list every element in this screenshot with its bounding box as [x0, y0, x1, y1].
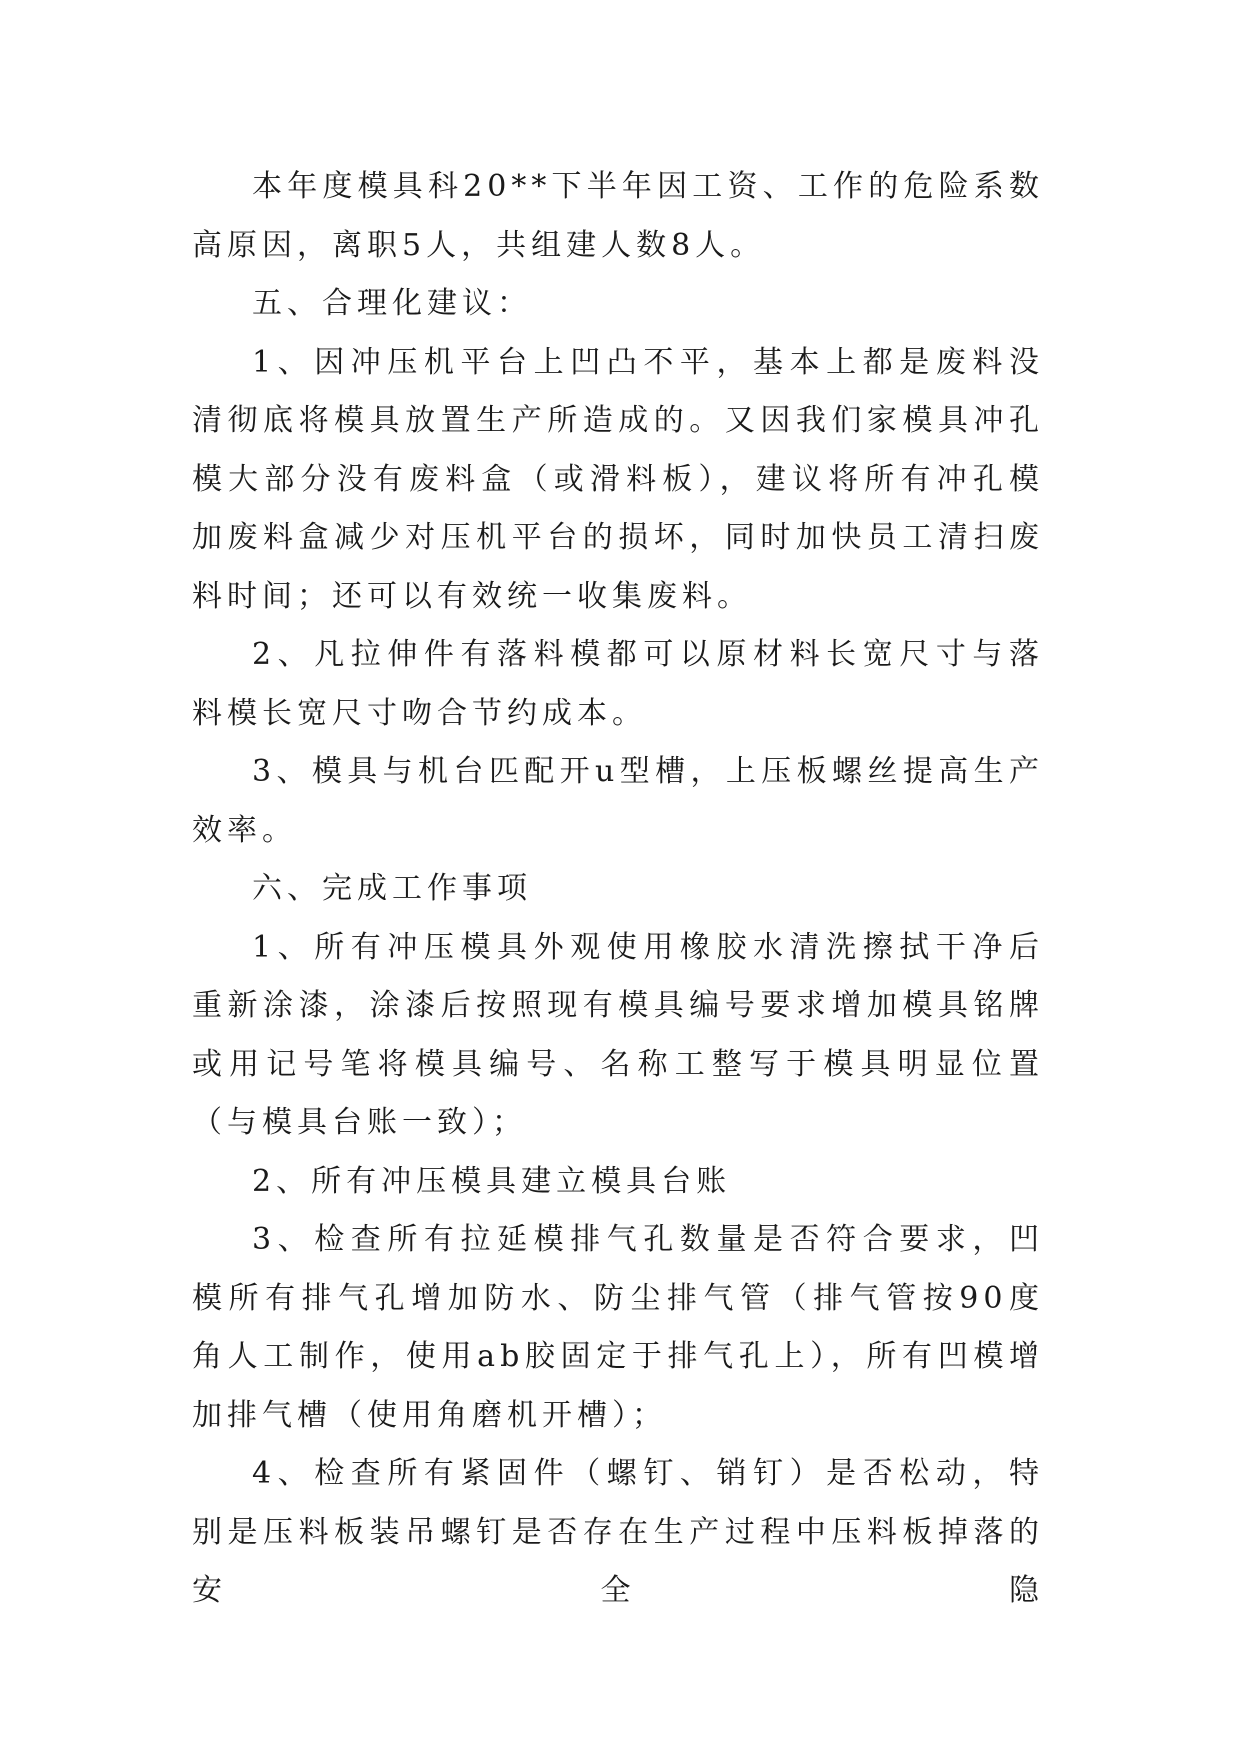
paragraph-completed-1: 1、所有冲压模具外观使用橡胶水清洗擦拭干净后重新涂漆，涂漆后按照现有模具编号要求增加模具铭牌或用记号笔将模具编号、名称工整写于模具明显位置（与模具台账一致）；: [192, 929, 1044, 1140]
paragraph-suggestion-3: 3、模具与机台匹配开u型槽，上压板螺丝提高生产效率。: [192, 754, 1044, 848]
paragraph-completed-2: 2、所有冲压模具建立模具台账: [252, 1163, 732, 1199]
paragraph-staffing: 本年度模具科20**下半年因工资、工作的危险系数高原因，离职5人，共组建人数8人。: [192, 169, 1044, 263]
section-heading-suggestions: 五、合理化建议：: [252, 286, 532, 321]
paragraph-completed-3: 3、检查所有拉延模排气孔数量是否符合要求，凹模所有排气孔增加防水、防尘排气管（排气管按90度角人工制作，使用ab胶固定于排气孔上），所有凹模增加排气槽（使用角磨机开槽）；: [192, 1222, 1044, 1433]
document-body: [192, 158, 1044, 1621]
paragraph-completed-4: 4、检查所有紧固件（螺钉、销钉）是否松动，特别是压料板装吊螺钉是否存在生产过程中压料板掉落的安全隐: [192, 1456, 1044, 1608]
paragraph-suggestion-2: 2、凡拉伸件有落料模都可以原材料长宽尺寸与落料模长宽尺寸吻合节约成本。: [192, 637, 1044, 731]
section-heading-completed-work: 六、完成工作事项: [252, 871, 532, 906]
paragraph-suggestion-1: 1、因冲压机平台上凹凸不平，基本上都是废料没清彻底将模具放置生产所造成的。又因我们家模具冲孔模大部分没有废料盒（或滑料板），建议将所有冲孔模加废料盒减少对压机平台的损坏，同时加快员工清扫废料时间；还可以有效统一收集废料。: [192, 344, 1044, 614]
